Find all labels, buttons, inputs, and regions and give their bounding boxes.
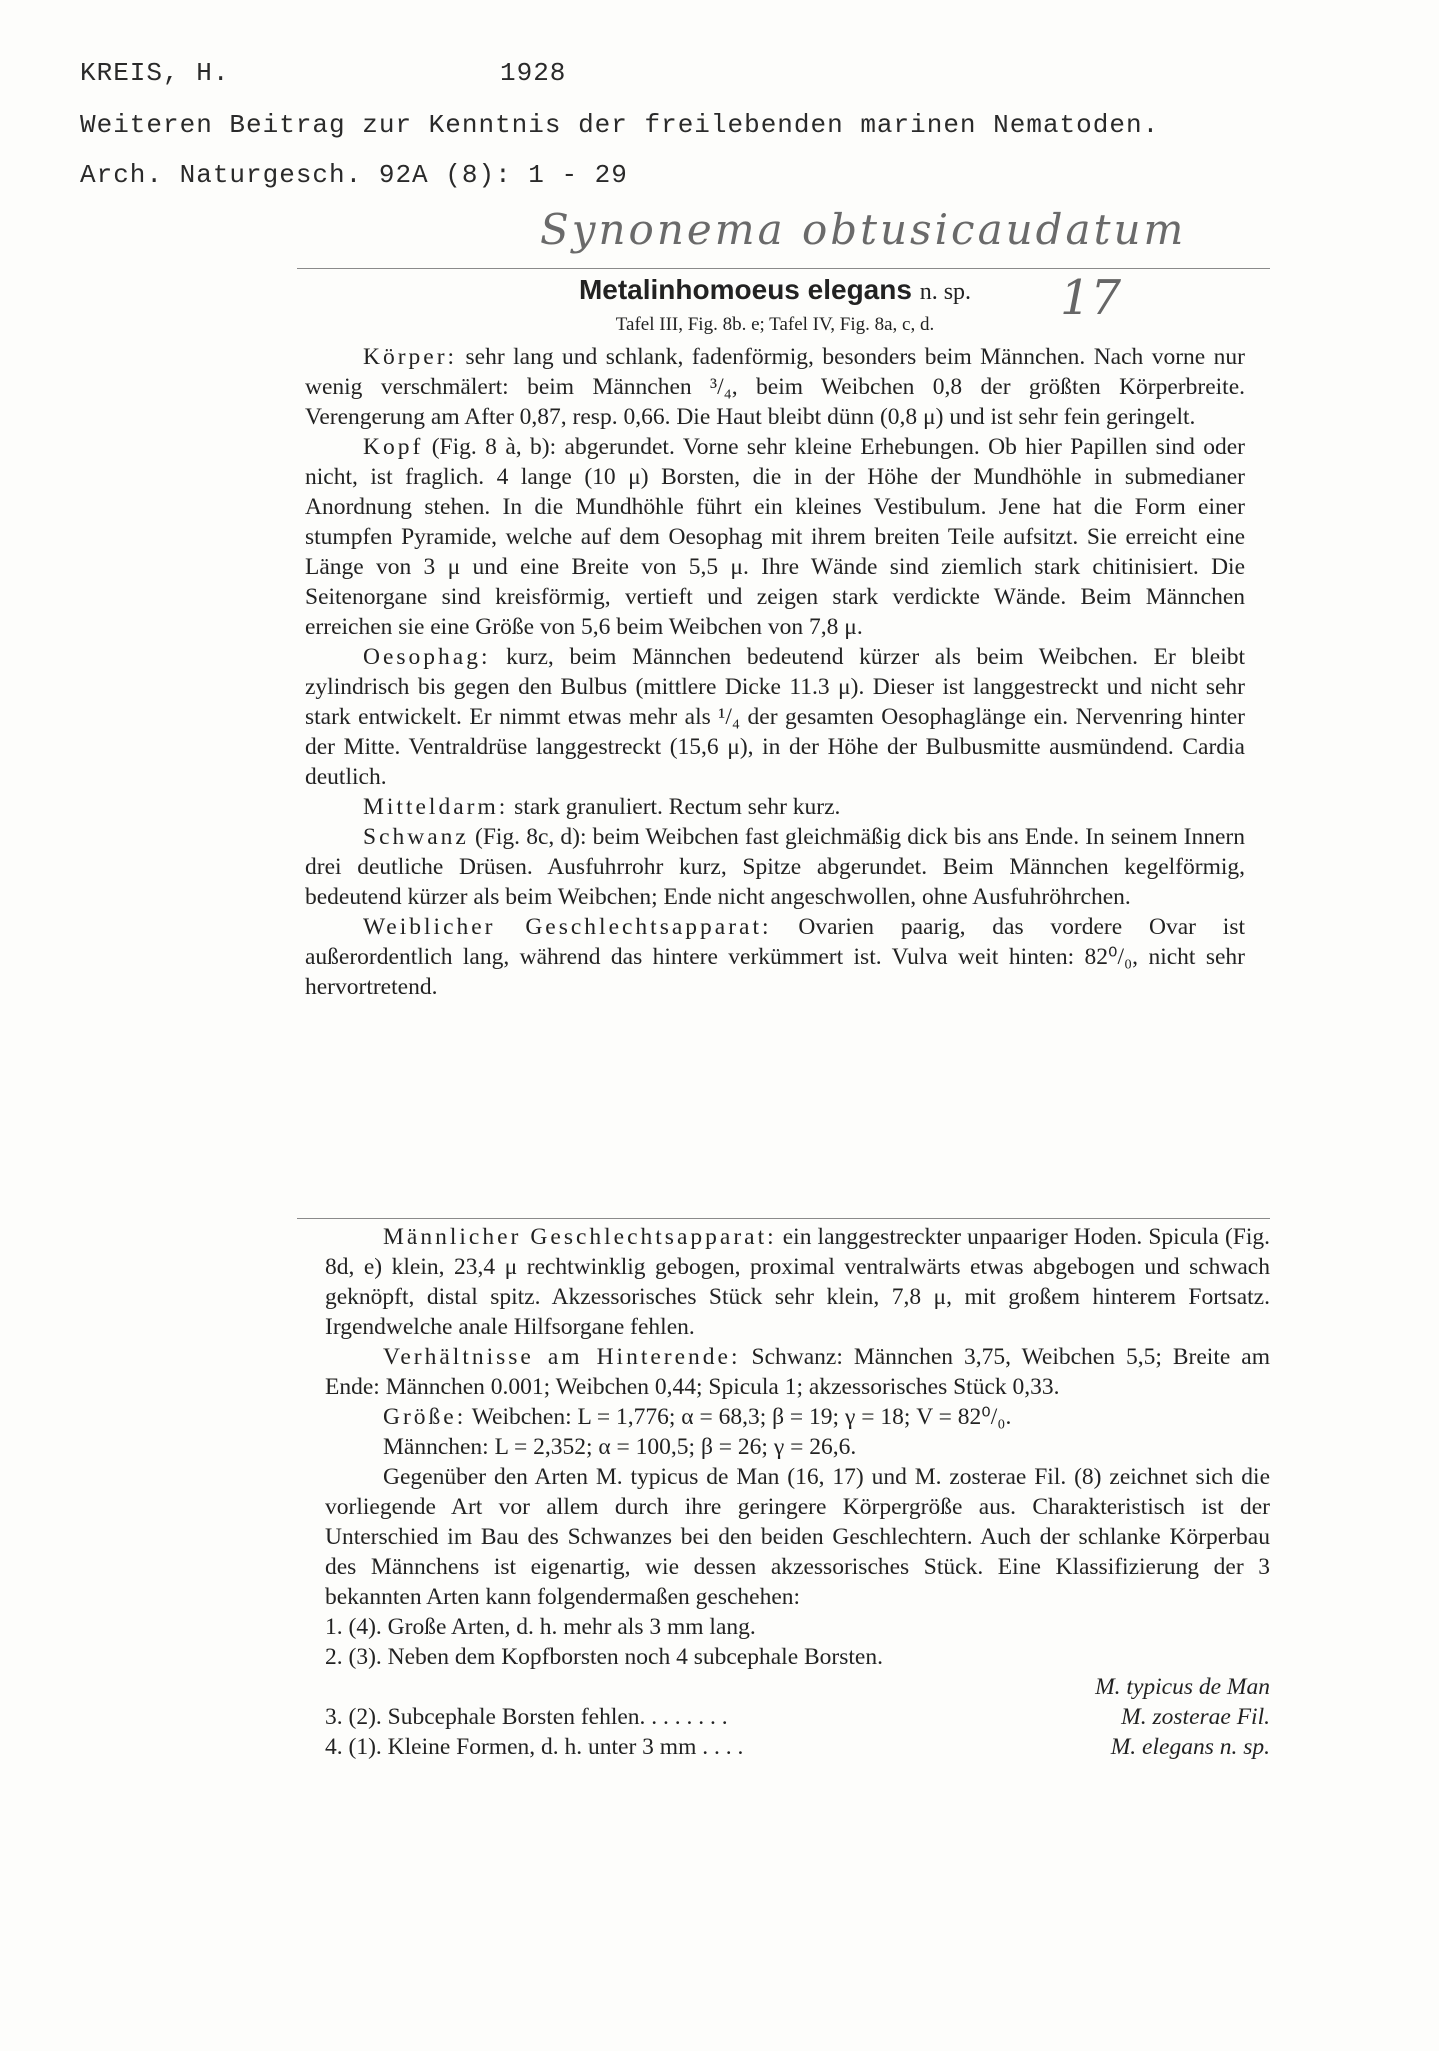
article-paragraph	[325, 1402, 1270, 1432]
key-line-3-text: 3. (2). Subcephale Borsten fehlen. . . . . . . .	[325, 1704, 728, 1730]
article-paragraph	[325, 1342, 1270, 1402]
article-paragraph	[305, 792, 1245, 822]
paragraph-text: Schwanz: Männchen 3,75, Weibchen 5,5; Breite am Ende: Männchen 0.001; Weibchen 0,44; Spicula 1; akzessorisches Stück 0,33.	[325, 1344, 1270, 1400]
article-paragraph	[305, 342, 1245, 432]
paragraph-text: Ovarien paarig, das vordere Ovar ist außerordentlich lang, während das hintere verkümmert ist. Vulva weit hinten: 82⁰/₀, nicht sehr hervortretend.	[305, 914, 1245, 1000]
article-paragraph	[305, 912, 1245, 1002]
paragraph-text: Männchen: L = 2,352; α = 100,5; β = 26; γ = 26,6.	[383, 1434, 857, 1460]
paragraph-label: Kopf	[363, 434, 424, 460]
paragraph-label: Schwanz	[363, 824, 469, 850]
article-title-name: Metalinhomoeus elegans	[578, 274, 912, 305]
article-paragraph	[325, 1432, 1270, 1462]
paragraph-label: Mitteldarm:	[363, 794, 509, 820]
lower-paragraphs	[325, 1222, 1270, 1612]
top-divider	[297, 268, 1270, 269]
paragraph-text: Weibchen: L = 1,776; α = 68,3; β = 19; γ = 18; V = 82⁰/₀.	[466, 1404, 1012, 1430]
key-line-4-species: M. elegans n. sp.	[1110, 1734, 1270, 1760]
article-lower-column	[325, 1222, 1270, 1762]
article-upper-column	[305, 272, 1245, 1002]
reference-title: Weiteren Beitrag zur Kenntnis der freilebenden marinen Nematoden.	[80, 110, 1160, 140]
paragraph-label: Verhältnisse am Hinterende:	[383, 1344, 741, 1370]
key-line-2-species: M. typicus de Man	[1095, 1674, 1270, 1700]
paragraph-label: Oesophag:	[363, 644, 491, 670]
paragraph-text: sehr lang und schlank, fadenförmig, besonders beim Männchen. Nach vorne nur wenig verschmälert: beim Männchen ³/₄, beim Weibchen 0,8 der größten Körperbreite. Verengerung am After 0,87, resp. 0,66. Die Haut bleibt dünn (0,8 μ) und ist sehr fein geringelt.	[305, 344, 1245, 430]
paragraph-text: (Fig. 8c, d): beim Weibchen fast gleichmäßig dick bis ans Ende. In seinem Innern drei deutliche Drüsen. Ausfuhrrohr kurz, Spitze abgerundet. Beim Männchen kegelförmig, bedeutend kürzer als beim Weibchen; Ende nicht angeschwollen, ohne Ausfuhröhrchen.	[305, 824, 1245, 910]
paragraph-text: ein langgestreckter unpaariger Hoden. Spicula (Fig. 8d, e) klein, 23,4 μ rechtwinklig gebogen, proximal ventralwärts etwas abgebogen und schwach geknöpft, distal spitz. Akzessorisches Stück sehr klein, 7,8 μ, mit großem hinterem Fortsatz. Irgendwelche anale Hilfsorgane fehlen.	[325, 1224, 1270, 1340]
article-title	[305, 272, 1245, 310]
article-paragraph	[305, 432, 1245, 642]
middle-divider	[297, 1218, 1270, 1219]
key-line-4	[325, 1732, 1270, 1762]
paragraph-label: Männlicher Geschlechtsapparat:	[383, 1224, 777, 1250]
paragraph-text: stark granuliert. Rectum sehr kurz.	[508, 794, 841, 820]
key-line-4-text: 4. (1). Kleine Formen, d. h. unter 3 mm . . . .	[325, 1734, 744, 1760]
reference-journal: Arch. Naturgesch. 92A (8): 1 - 29	[80, 160, 628, 190]
figure-reference: Tafel III, Fig. 8b. e; Tafel IV, Fig. 8a, c, d.	[615, 314, 935, 335]
key-line-2: 2. (3). Neben dem Kopfborsten noch 4 subcephale Borsten.	[325, 1644, 883, 1670]
reference-year: 1928	[500, 58, 567, 88]
article-paragraph	[305, 642, 1245, 792]
key-line-3	[325, 1702, 1270, 1732]
paragraph-label: Größe:	[383, 1404, 467, 1430]
key-line-3-species: M. zosterae Fil.	[1121, 1704, 1270, 1730]
article-paragraph	[325, 1462, 1270, 1612]
upper-paragraphs	[305, 342, 1245, 1002]
paragraph-label: Körper:	[363, 344, 458, 370]
paragraph-text: Gegenüber den Arten M. typicus de Man (16, 17) und M. zosterae Fil. (8) zeichnet sich die vorliegende Art vor allem durch ihre geringere Körpergröße aus. Charakteristisch ist der Unterschied im Bau des Schwanzes bei den beiden Geschlechtern. Auch der schlanke Körperbau des Männchens ist eigenartig, wie dessen akzessorisches Stück. Eine Klassifizierung der 3 bekannten Arten kann folgendermaßen geschehen:	[325, 1464, 1270, 1610]
article-title-suffix: n. sp.	[919, 279, 972, 305]
handwritten-number: 17	[1060, 270, 1122, 326]
paragraph-text: (Fig. 8 à, b): abgerundet. Vorne sehr kleine Erhebungen. Ob hier Papillen sind oder nicht, ist fraglich. 4 lange (10 μ) Borsten, die in der Höhe der Mundhöhle in submedianer Anordnung stehen. In die Mundhöhle führt ein kleines Vestibulum. Jene hat die Form einer stumpfen Pyramide, welche auf dem Oesophag mit ihrem breiten Teile aufsitzt. Sie erreicht eine Länge von 3 μ und eine Breite von 5,5 μ. Ihre Wände sind ziemlich stark chitinisiert. Die Seitenorgane sind kreisförmig, vertieft und zeigen stark verdickte Wände. Beim Männchen erreichen sie eine Größe von 5,6 beim Weibchen von 7,8 μ.	[305, 434, 1245, 640]
article-paragraph	[305, 822, 1245, 912]
reference-author: KREIS, H.	[80, 58, 230, 88]
paragraph-label: Weiblicher Geschlechtsapparat:	[363, 914, 772, 940]
handwritten-species-note: Synonema obtusicaudatum	[540, 205, 1187, 254]
article-paragraph	[325, 1222, 1270, 1342]
paragraph-text: kurz, beim Männchen bedeutend kürzer als beim Weibchen. Er bleibt zylindrisch bis gegen den Bulbus (mittlere Dicke 11.3 μ). Dieser ist langgestreckt und nicht sehr stark entwickelt. Er nimmt etwas mehr als ¹/₄ der gesamten Oesophaglänge ein. Nervenring hinter der Mitte. Ventraldrüse langgestreckt (15,6 μ), in der Höhe der Bulbusmitte ausmündend. Cardia deutlich.	[305, 644, 1245, 790]
key-line-1: 1. (4). Große Arten, d. h. mehr als 3 mm lang.	[325, 1614, 756, 1640]
